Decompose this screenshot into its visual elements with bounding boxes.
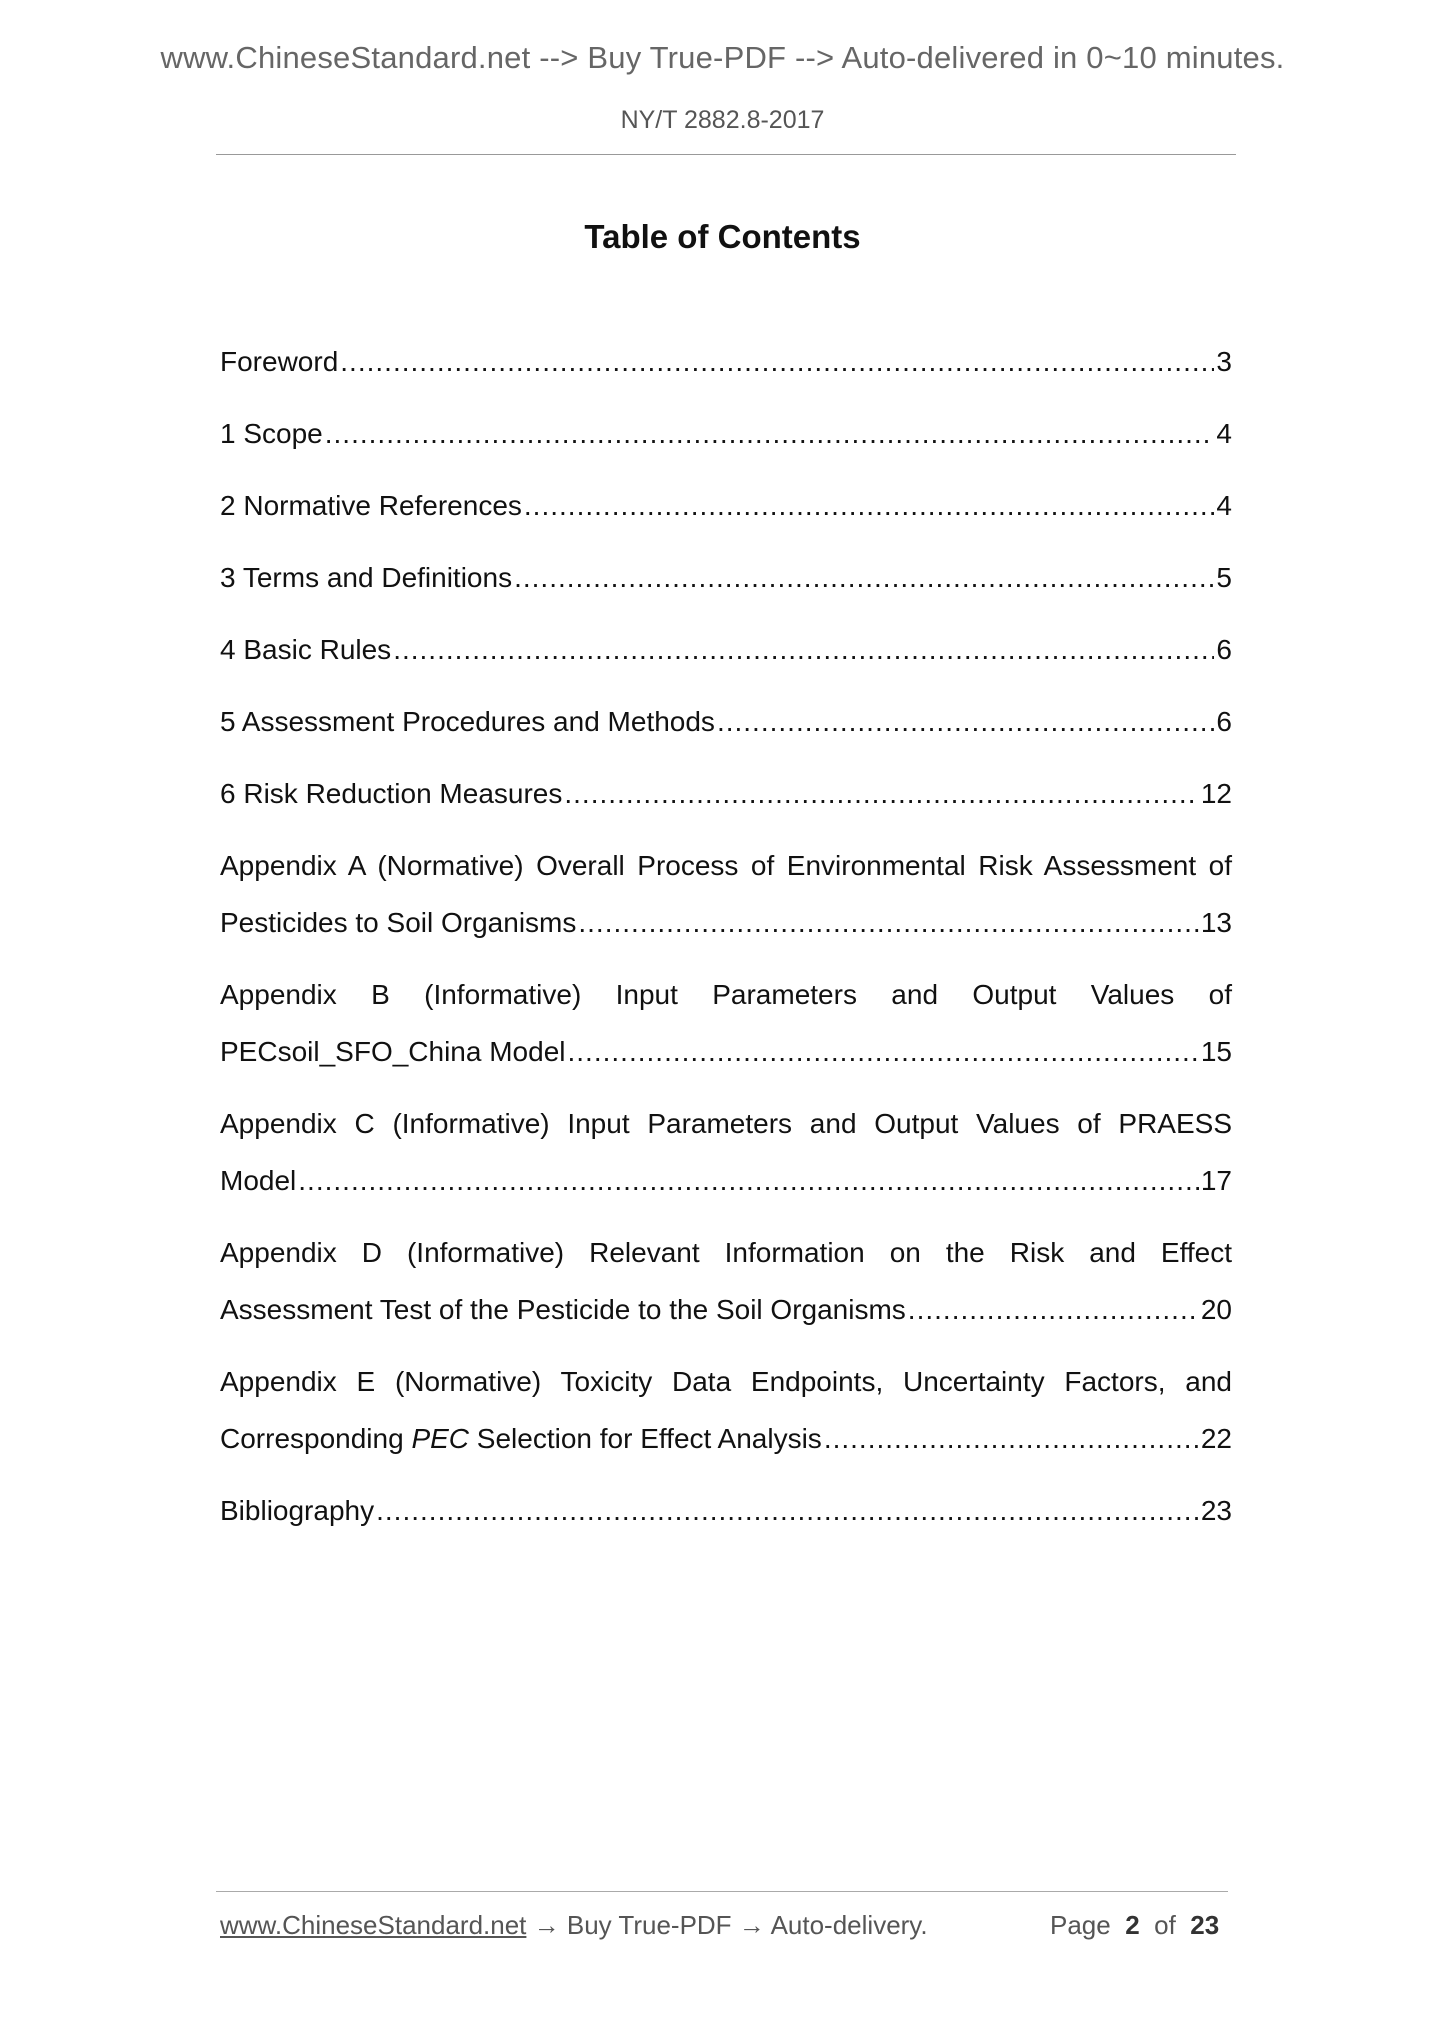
page-total: 23 (1190, 1910, 1220, 1940)
page-title: Table of Contents (584, 218, 861, 255)
dot-leader (393, 621, 1214, 678)
top-banner: www.ChineseStandard.net --> Buy True-PDF --> Auto-delivered in 0~10 minutes. (160, 40, 1285, 75)
dot-leader (514, 549, 1214, 606)
dot-leader (298, 1152, 1199, 1209)
toc-entry-appendix-d[interactable] (220, 1224, 1232, 1338)
dot-leader (325, 405, 1215, 462)
toc-entry-scope[interactable] (220, 405, 1232, 462)
toc-entry-appendix-e[interactable] (220, 1353, 1232, 1467)
toc-entry-title: 5 Assessment Procedures and Methods (220, 706, 715, 737)
toc-entry-appendix-b[interactable] (220, 966, 1232, 1080)
toc-entry-title-line2: Assessment Test of the Pesticide to the Soil Organisms (220, 1294, 906, 1325)
toc-entry-terms-definitions[interactable] (220, 549, 1232, 606)
toc-entry-page: 15 (1200, 1036, 1232, 1067)
toc-entry-page: 22 (1200, 1423, 1232, 1454)
footer-divider (216, 1891, 1228, 1892)
toc-list (220, 333, 1232, 1554)
toc-entry-title: 3 Terms and Definitions (220, 562, 513, 593)
toc-entry-appendix-c[interactable] (220, 1095, 1232, 1209)
dot-leader (578, 894, 1198, 951)
page-number: 2 (1125, 1910, 1140, 1940)
toc-entry-basic-rules[interactable] (220, 621, 1232, 678)
dot-leader (568, 1023, 1199, 1080)
toc-entry-title-line1: Appendix B (Informative) Input Parameters and Output Values of (220, 979, 1232, 1010)
toc-entry-page: 17 (1200, 1165, 1232, 1196)
toc-entry-title-line2: Model (220, 1165, 297, 1196)
page-word: Page (1050, 1910, 1111, 1940)
dot-leader (717, 693, 1214, 750)
footer-site-link[interactable]: www.ChineseStandard.net (220, 1910, 527, 1940)
footer-left (220, 1910, 928, 1941)
toc-entry-title: 2 Normative References (220, 490, 522, 521)
toc-entry-risk-reduction[interactable] (220, 765, 1232, 822)
page-counter (1050, 1910, 1219, 1941)
standard-code: NY/T 2882.8-2017 (620, 106, 825, 134)
title-text: Corresponding (220, 1423, 412, 1454)
toc-entry-title: 4 Basic Rules (220, 634, 392, 665)
toc-entry-page: 13 (1200, 907, 1232, 938)
dot-leader (340, 333, 1214, 390)
toc-entry-title-line2: Pesticides to Soil Organisms (220, 907, 577, 938)
toc-entry-title-line2: PECsoil_SFO_China Model (220, 1036, 566, 1067)
toc-entry-title: Bibliography (220, 1495, 375, 1526)
toc-entry-title: Foreword (220, 346, 339, 377)
toc-entry-title-line1: Appendix A (Normative) Overall Process of Environmental Risk Assessment of (220, 850, 1232, 881)
toc-entry-normative-references[interactable] (220, 477, 1232, 534)
header-divider (216, 154, 1236, 155)
toc-entry-title-line1: Appendix E (Normative) Toxicity Data Endpoints, Uncertainty Factors, and (220, 1366, 1232, 1397)
toc-entry-page: 4 (1216, 418, 1232, 449)
toc-entry-page: 6 (1216, 706, 1232, 737)
toc-entry-title: 1 Scope (220, 418, 323, 449)
title-italic-pec: PEC (411, 1423, 470, 1454)
toc-entry-foreword[interactable] (220, 333, 1232, 390)
toc-entry-page: 23 (1200, 1495, 1232, 1526)
toc-entry-title-line1: Appendix C (Informative) Input Parameters and Output Values of PRAESS (220, 1108, 1232, 1139)
toc-entry-page: 4 (1216, 490, 1232, 521)
toc-entry-title-line2 (220, 1410, 822, 1467)
dot-leader (376, 1482, 1199, 1539)
title-text: Selection for Effect Analysis (469, 1423, 822, 1454)
toc-entry-title: 6 Risk Reduction Measures (220, 778, 563, 809)
dot-leader (564, 765, 1198, 822)
toc-entry-title-line1: Appendix D (Informative) Relevant Information on the Risk and Effect (220, 1237, 1232, 1268)
dot-leader (524, 477, 1215, 534)
footer-text: → Buy True-PDF → Auto-delivery. (526, 1910, 928, 1940)
toc-entry-bibliography[interactable] (220, 1482, 1232, 1539)
toc-entry-assessment-procedures[interactable] (220, 693, 1232, 750)
dot-leader (908, 1281, 1199, 1338)
dot-leader (824, 1410, 1199, 1467)
toc-entry-page: 3 (1216, 346, 1232, 377)
toc-entry-appendix-a[interactable] (220, 837, 1232, 951)
toc-entry-page: 20 (1200, 1294, 1232, 1325)
of-word: of (1154, 1910, 1176, 1940)
toc-entry-page: 5 (1216, 562, 1232, 593)
toc-entry-page: 6 (1216, 634, 1232, 665)
toc-entry-page: 12 (1200, 778, 1232, 809)
